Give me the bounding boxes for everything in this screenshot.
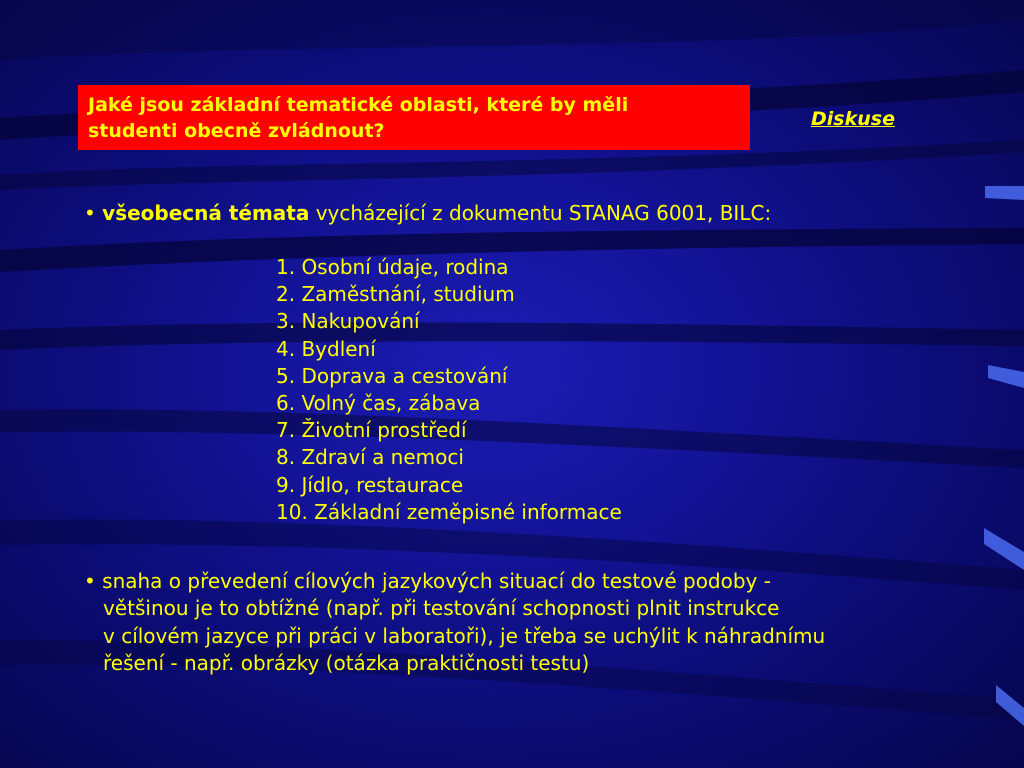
- bullet2-line-1: [84, 568, 825, 595]
- question-line-1: Jaké jsou základní tematické oblasti, které by měli: [88, 94, 629, 116]
- bullet-marker: •: [84, 201, 96, 225]
- bullet2-line-3: v cílovém jazyce při práci v laboratoři), je třeba se uchýlit k náhradnímu: [103, 623, 826, 648]
- list-item: 5. Doprava a cestování: [276, 363, 508, 388]
- question-box: [78, 85, 750, 150]
- bullet-general-topics: [84, 200, 771, 227]
- list-item: 6. Volný čas, zábava: [276, 391, 481, 416]
- bullet2-line-2: většinou je to obtížné (např. při testování schopnosti plnit instrukce: [103, 596, 780, 621]
- list-item: 9. Jídlo, restaurace: [276, 472, 464, 497]
- bullet2-line-4: řešení - např. obrázky (otázka praktičnosti testu): [103, 651, 590, 676]
- list-item: 1. Osobní údaje, rodina: [276, 255, 509, 279]
- list-item: 8. Zdraví a nemoci: [276, 445, 464, 470]
- list-item: 10. Základní zeměpisné informace: [276, 499, 622, 524]
- discussion-link[interactable]: Diskuse: [811, 108, 895, 130]
- bullet-rest-text: vycházející z dokumentu STANAG 6001, BILC:: [315, 201, 772, 225]
- bullet2-text-1: snaha o převedení cílových jazykových situací do testové podoby -: [102, 569, 771, 593]
- list-item: 4. Bydlení: [276, 336, 376, 361]
- topics-list: [276, 254, 622, 526]
- list-item: 2. Zaměstnání, studium: [276, 282, 515, 307]
- list-item: 3. Nakupování: [276, 309, 420, 334]
- question-line-2: studenti obecně zvládnout?: [88, 120, 385, 142]
- bullet-bold-text: všeobecná témata: [102, 201, 310, 225]
- list-item: 7. Životní prostředí: [276, 418, 467, 443]
- bullet-marker: •: [84, 569, 96, 593]
- bullet-conversion-note: [84, 568, 825, 678]
